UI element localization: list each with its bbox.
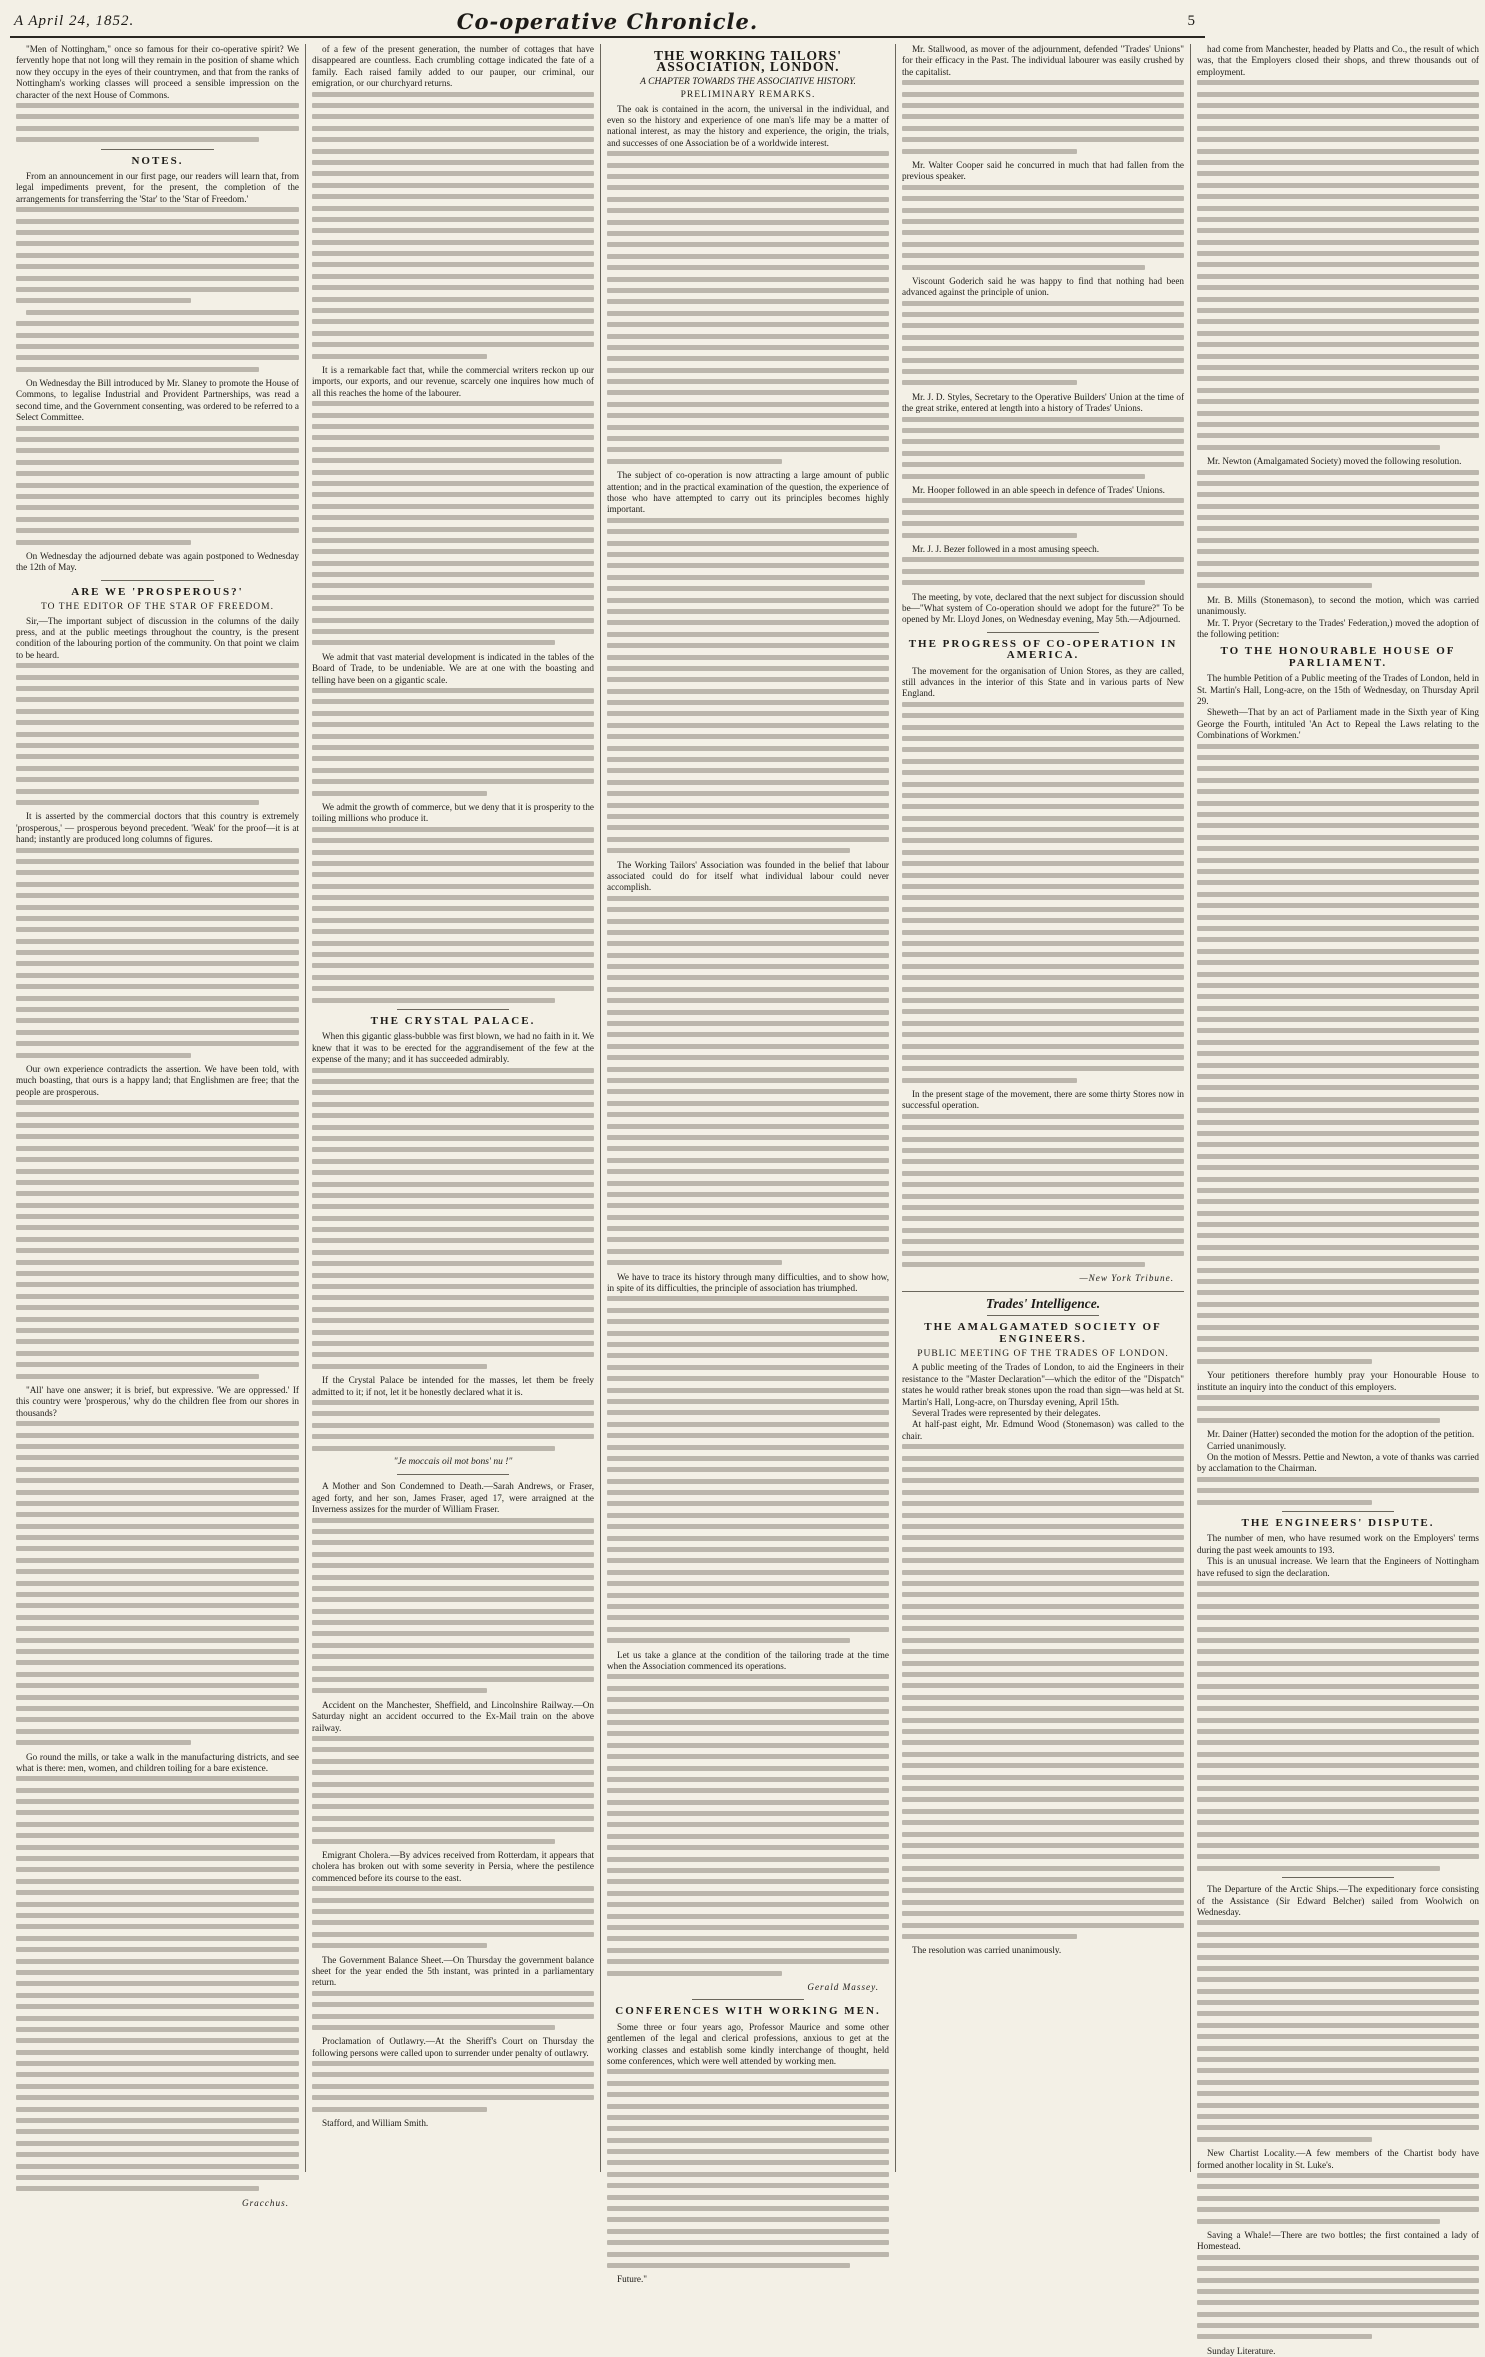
paragraph: "Men of Nottingham," once so famous for their co-operative spirit? We fervently hope that not long will they remain in the position of shame which now they occupy in the eyes of their countrymen, and that from the ranks of Nottingham's working classes will proceed a sensible impression on the character of the next House of Commons. <box>16 44 299 100</box>
source-credit: —New York Tribune. <box>1079 1273 1174 1284</box>
text-lines <box>902 185 1184 270</box>
section-title-trades: Trades' Intelligence. <box>985 1295 1101 1311</box>
text-lines <box>16 103 299 142</box>
text-lines <box>312 401 594 645</box>
paragraph: The movement for the organisation of Union Stores, as they are called, still advances in the interior of this State and in various parts of New England. <box>902 665 1184 699</box>
text-lines <box>902 1444 1184 1939</box>
petition-title: TO THE HONOURABLE HOUSE OF PARLIAMENT. <box>1220 645 1456 669</box>
paragraph: Mr. B. Mills (Stonemason), to second the motion, which was carried unanimously. <box>1197 594 1479 617</box>
paragraph: It is a remarkable fact that, while the commercial writers reckon up our imports, our exports, and our revenue, scarcely one inquires how much of all this reaches the home of the labourer. <box>312 365 594 398</box>
text-lines <box>902 498 1184 537</box>
text-lines <box>312 2061 594 2112</box>
column-3 <box>600 44 895 2285</box>
paragraph: Some three or four years ago, Professor Maurice and some other gentlemen of the legal and clerical professions, anxious to get at the working classes and establish some kindly interchange of thought, held some conferences, which were well attended by working men. <box>607 2021 889 2066</box>
text-lines <box>1197 744 1479 1364</box>
text-lines <box>902 417 1184 479</box>
text-lines <box>1197 1395 1479 1423</box>
text-lines <box>16 848 299 1058</box>
paragraph: It is asserted by the commercial doctors that this country is extremely 'prosperous,' — prosperous beyond precedent. 'Weak' for the proof—it is at hand; instantly are produced long columns of figures. <box>16 811 299 845</box>
column-1 <box>10 44 305 2208</box>
paragraph: Mr. Hooper followed in an able speech in defence of Trades' Unions. <box>912 484 1165 495</box>
divider <box>101 149 214 150</box>
text-lines <box>312 1886 594 1948</box>
paragraph: From an announcement in our first page, our readers will learn that, from legal impediments prevent, for the present, the completion of the arrangements for transferring the 'Star' to the 'Star of Freedom.' <box>16 171 299 204</box>
text-lines <box>16 1100 299 1378</box>
paragraph: "All' have one answer; it is brief, but expressive. 'We are oppressed.' If this country were 'prosperous,' why do the children flee from our shores in thousands? <box>16 1384 299 1418</box>
paragraph: We have to trace its history through many difficulties, and to show how, in spite of its difficulties, the principle of association has triumphed. <box>607 1271 889 1294</box>
divider <box>1282 1877 1395 1878</box>
paragraph: The Working Tailors' Association was founded in the belief that labour associated could do for itself what individual labour could never accomplish. <box>607 859 889 893</box>
paragraph: The subject of co-operation is now attracting a large amount of public attention; and in the practical examination of the question, the experience of those who have attempted to carry out its principles becomes highly important. <box>607 470 889 515</box>
section-title-conferences: CONFERENCES WITH WORKING MEN. <box>615 2005 881 2018</box>
text-lines <box>902 557 1184 585</box>
divider <box>692 1999 805 2000</box>
news-item: Saving a Whale!—There are two bottles; the first contained a lady of Homestead. <box>1197 2229 1479 2252</box>
text-lines <box>312 1400 594 1451</box>
section-title-crystal-palace: THE CRYSTAL PALACE. <box>370 1015 536 1027</box>
paragraph: Sir,—The important subject of discussion in the columns of the daily press, and at the public meetings throughout the country, is the present condition of the labouring portion of the community. On that point we claim to be heard. <box>16 615 299 660</box>
text-lines <box>16 1776 299 2191</box>
paragraph: Mr. Dainer (Hatter) seconded the motion for the adoption of the petition. <box>1207 1429 1475 1440</box>
text-lines <box>902 1114 1184 1267</box>
paragraph: We admit that vast material development is indicated in the tables of the Board of Trade, to be undeniable. We are at one with the boasting and telling have been on a gigantic scale. <box>312 651 594 685</box>
divider <box>397 1009 510 1010</box>
section-title-notes: NOTES. <box>131 154 184 167</box>
letter-addressee: TO THE EDITOR OF THE STAR OF FREEDOM. <box>41 602 274 613</box>
text-lines <box>1197 470 1479 589</box>
article-signature: Gerald Massey. <box>807 1981 879 1992</box>
text-lines <box>16 663 299 805</box>
text-lines <box>312 92 594 359</box>
text-lines <box>607 2069 889 2268</box>
news-item: Proclamation of Outlawry.—At the Sheriff's Court on Thursday the following persons were called upon to surrender under penalty of outlawry. <box>312 2036 594 2058</box>
paragraph: If the Crystal Palace be intended for the masses, let them be freely admitted to it; if not, let it be honestly declared what it is. <box>312 1375 594 1397</box>
article-title-tailors: THE WORKING TAILORS' ASSOCIATION, LONDON. <box>653 48 843 75</box>
text-lines <box>1197 2255 1479 2340</box>
paragraph: Sheweth—That by an act of Parliament made in the Sixth year of King George the Fourth, intituled 'An Act to Repeal the Laws relating to the Combinations of Workmen.' <box>1197 707 1479 741</box>
text-lines <box>902 80 1184 153</box>
paragraph: A public meeting of the Trades of London, to aid the Engineers in their resistance to the "Master Declaration"—which the editor of the "Dispatch" states he would rather break stones upon the road than sign—was held at St. Martin's Hall, Long-acre, on Thursday evening, April 15th. <box>902 1362 1184 1407</box>
crystal-quote: "Je moccais oil mot bons' nu !" <box>393 1456 513 1467</box>
paragraph: This is an unusual increase. We learn that the Engineers of Nottingham have refused to sign the declaration. <box>1197 1556 1479 1578</box>
paragraph: Several Trades were represented by their delegates. <box>912 1408 1101 1418</box>
letter-title: ARE WE 'PROSPEROUS?' <box>71 585 244 598</box>
text-lines <box>312 1518 594 1694</box>
paragraph: Mr. Stallwood, as mover of the adjournment, defended "Trades' Unions" for their efficacy in the Past. The individual labourer was easily crushed by the capitalist. <box>902 44 1184 77</box>
text-lines <box>1197 1477 1479 1505</box>
news-names: Stafford, and William Smith. <box>322 2118 429 2129</box>
text-lines <box>1197 1920 1479 2141</box>
paragraph: Mr. J. J. Bezer followed in a most amusing speech. <box>912 543 1100 554</box>
paragraph: Carried unanimously. <box>1207 1440 1287 1451</box>
text-lines <box>16 207 299 371</box>
paragraph: Mr. T. Pryor (Secretary to the Trades' Federation,) moved the adoption of the following petition: <box>1197 617 1479 640</box>
paragraph: Mr. J. D. Styles, Secretary to the Operative Builders' Union at the time of the great strike, entered at length into a history of Trades' Unions. <box>902 391 1184 414</box>
paragraph: On the motion of Messrs. Pettie and Newton, a vote of thanks was carried by acclamation to the Chairman. <box>1197 1451 1479 1474</box>
text-lines <box>312 827 594 1003</box>
divider <box>987 632 1100 633</box>
column-4 <box>895 44 1190 2172</box>
paragraph: Go round the mills, or take a walk in the manufacturing districts, and see what is there: men, women, and children toiling for a bare existence. <box>16 1751 299 1773</box>
masthead: Co-operative Chronicle. <box>456 8 759 34</box>
paragraph: Our own experience contradicts the assertion. We have been told, with much boasting, that ours is a happy land; that Englishmen are free; that the people are prosperous. <box>16 1063 299 1097</box>
paragraph: On Wednesday the adjourned debate was again postponed to Wednesday the 12th of May. <box>16 551 299 573</box>
paragraph: Your petitioners therefore humbly pray your Honourable House to institute an inquiry into the conduct of this employers. <box>1197 1370 1479 1392</box>
paragraph: The meeting, by vote, declared that the next subject for discussion should be—"What system of Co-operation should we adopt for the future?" To be opened by Mr. Lloyd Jones, on Wednesday evening, May 5th.—Adjourned. <box>902 591 1184 625</box>
divider <box>397 1474 510 1475</box>
paragraph: Mr. Newton (Amalgamated Society) moved the following resolution. <box>1207 456 1462 467</box>
news-item: The Government Balance Sheet.—On Thursday the government balance sheet for the year ended the 5th instant, was printed in a parliamentary return. <box>312 1954 594 1988</box>
text-lines <box>1197 80 1479 450</box>
news-item: A Mother and Son Condemned to Death.—Sarah Andrews, or Fraser, aged forty, and her son, James Fraser, aged 17, were arraigned at the Inverness assizes for the murder of William Fraser. <box>312 1481 594 1515</box>
text-lines <box>607 1674 889 1975</box>
paragraph: Mr. Walter Cooper said he concurred in much that had fallen from the previous speaker. <box>902 159 1184 182</box>
article-subtitle: A CHAPTER TOWARDS THE ASSOCIATIVE HISTORY. <box>640 76 856 87</box>
paragraph: The number of men, who have resumed work on the Employers' terms during the past week amounts to 193. <box>1197 1533 1479 1555</box>
text-lines <box>16 426 299 545</box>
text-lines <box>607 1296 889 1643</box>
paragraph: In the present stage of the movement, there are some thirty Stores now in successful operation. <box>902 1089 1184 1111</box>
news-item: New Chartist Locality.—A few members of the Chartist body have formed another locality in St. Luke's. <box>1197 2148 1479 2170</box>
text-lines <box>16 1421 299 1745</box>
paragraph: Let us take a glance at the condition of the tailoring trade at the time when the Association commenced its operations. <box>607 1649 889 1671</box>
text-lines <box>312 688 594 796</box>
divider <box>1282 1511 1395 1512</box>
text-lines <box>1197 2173 1479 2224</box>
news-item: The Departure of the Arctic Ships.—The expeditionary force consisting of the Assistance (Sir Edward Belcher) sailed from Woolwich on Wednesday. <box>1197 1884 1479 1917</box>
paragraph: When this gigantic glass-bubble was first blown, we had no faith in it. We knew that it was to be erected for the aggrandisement of the few at the expense of the many; and it has succeeded admirably. <box>312 1031 594 1065</box>
text-lines <box>1197 1581 1479 1871</box>
divider <box>987 1315 1100 1316</box>
text-lines <box>607 518 889 853</box>
column-grid <box>10 44 1479 2356</box>
column-5 <box>1190 44 1485 2356</box>
text-lines <box>312 1736 594 1844</box>
text-lines <box>902 301 1184 386</box>
section-subtitle: PUBLIC MEETING OF THE TRADES OF LONDON. <box>917 1348 1169 1359</box>
section-title-dispute: THE ENGINEERS' DISPUTE. <box>1241 1516 1435 1529</box>
text-lines <box>902 702 1184 1083</box>
page-number: 5 <box>1187 12 1195 29</box>
paragraph: On Wednesday the Bill introduced by Mr. Slaney to promote the House of Commons, to legalise Industrial and Provident Partnerships, was read a second time, and the Government consenting, was ordered to be referred to a Select Committee. <box>16 378 299 423</box>
divider <box>101 580 214 581</box>
text-lines <box>607 896 889 1266</box>
issue-date: A April 24, 1852. <box>14 12 135 29</box>
paragraph: had come from Manchester, headed by Platts and Co., the result of which was, that the Employers closed their shops, and threw thousands out of employment. <box>1197 44 1479 77</box>
paragraph: The humble Petition of a Public meeting of the Trades of London, held in St. Martin's Hall, Long-acre, on the 15th of Wednesday, on Thursday April 29. <box>1197 673 1479 707</box>
paragraph: Viscount Goderich said he was happy to find that nothing had been advanced against the principle of union. <box>902 275 1184 298</box>
paragraph-end: Future." <box>617 2274 648 2285</box>
text-lines <box>607 151 889 464</box>
article-remarks-label: PRELIMINARY REMARKS. <box>680 90 816 101</box>
section-title-engineers: THE AMALGAMATED SOCIETY OF ENGINEERS. <box>924 1321 1162 1345</box>
news-item: Accident on the Manchester, Sheffield, and Lincolnshire Railway.—On Saturday night an accident occurred to the Ex-Mail train on the above railway. <box>312 1699 594 1733</box>
paragraph: At half-past eight, Mr. Edmund Wood (Stonemason) was called to the chair. <box>902 1419 1184 1441</box>
text-lines <box>312 1068 594 1369</box>
paragraph: The oak is contained in the acorn, the universal in the individual, and even so the history and experience of one man's life may be a matter of national interest, as may the history and experience, the origin, the trials, and successes of one Association be of a worldwide interest. <box>607 103 889 148</box>
divider <box>902 1291 1184 1292</box>
paragraph: We admit the growth of commerce, but we deny that it is prosperity to the toiling millions who produce it. <box>312 801 594 824</box>
news-item: Sunday Literature. <box>1207 2345 1276 2356</box>
letter-signature: Gracchus. <box>241 2197 289 2208</box>
section-title-progress: THE PROGRESS OF CO-OPERATION IN AMERICA. <box>908 637 1178 662</box>
paragraph: The resolution was carried unanimously. <box>912 1945 1062 1956</box>
paragraph: of a few of the present generation, the number of cottages that have disappeared are countless. Each crumbling cottage indicated the fate of a family. Each raised family added to our pauper, our criminal, our emigration, or our churchyard returns. <box>312 44 594 89</box>
column-2 <box>305 44 600 2172</box>
running-head <box>10 6 1205 38</box>
text-lines <box>312 1991 594 2030</box>
news-item: Emigrant Cholera.—By advices received from Rotterdam, it appears that cholera has broken out with some severity in Persia, where the pestilence commenced before its course to the east. <box>312 1849 594 1883</box>
